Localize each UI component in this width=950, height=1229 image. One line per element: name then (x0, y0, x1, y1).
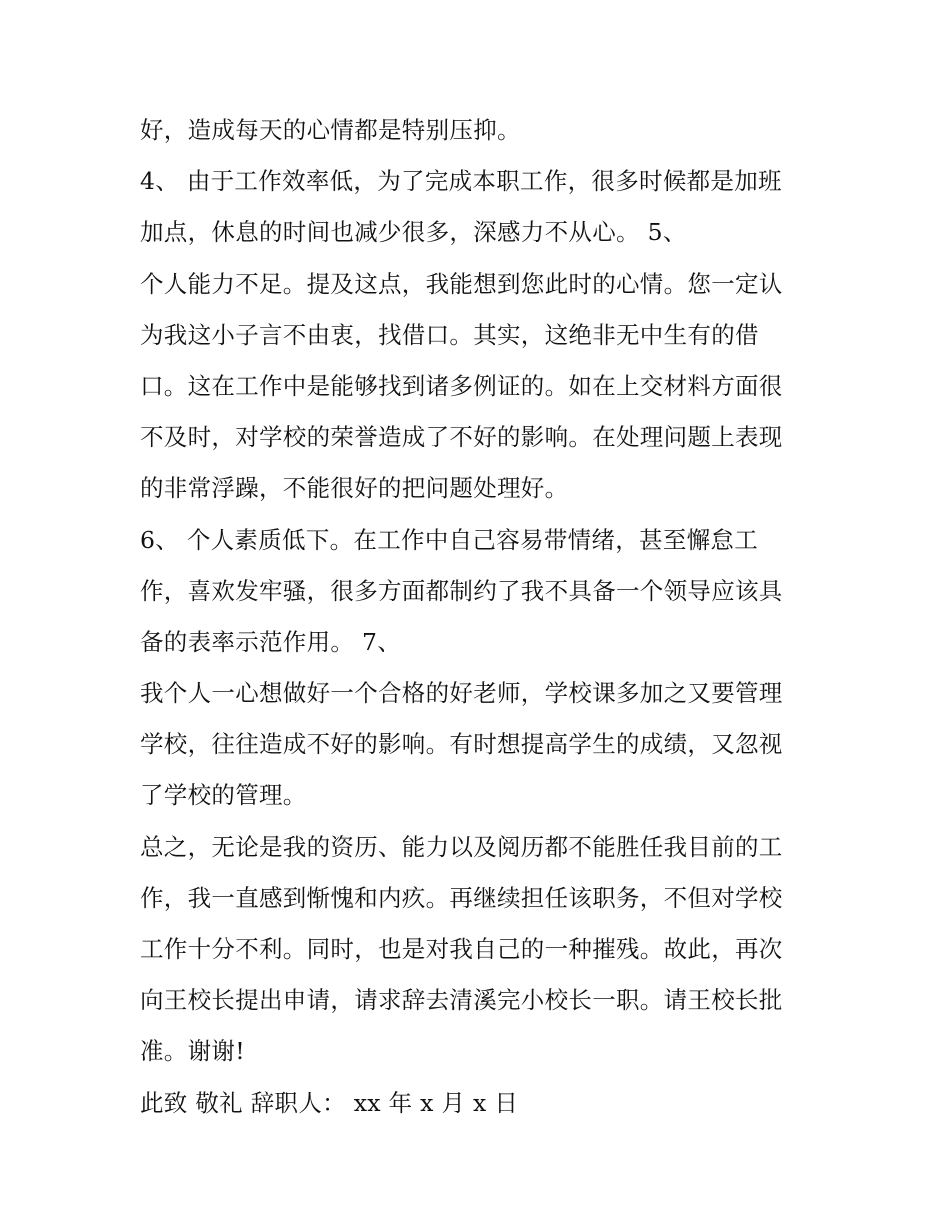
document-body (140, 105, 830, 1129)
text-line-18: 向王校长提出申请，请求辞去清溪完小校长一职。请王校长批 (140, 986, 783, 1015)
text-line-7: 不及时，对学校的荣誉造成了不好的影响。在处理问题上表现 (140, 423, 783, 452)
text-line-11: 备的表率示范作用。 7、 (140, 627, 402, 656)
signature-line: 此致 敬礼 辞职人： xx 年 x 月 x 日 (140, 1088, 519, 1117)
text-line-17: 工作十分不利。同时，也是对我自己的一种摧残。故此，再次 (140, 935, 783, 963)
text-line-10: 作，喜欢发牢骚，很多方面都制约了我不具备一个领导应该具 (140, 576, 783, 605)
text-line-9: 6、 个人素质低下。在工作中自己容易带情绪，甚至懈怠工 (140, 525, 759, 554)
text-line-8: 的非常浮躁，不能很好的把问题处理好。 (140, 474, 569, 503)
text-line-1: 好，造成每天的心情都是特别压抑。 (140, 116, 521, 144)
text-line-13: 学校，往往造成不好的影响。有时想提高学生的成绩，又忽视 (140, 730, 783, 759)
text-line-5: 为我这小子言不由衷，找借口。其实，这绝非无中生有的借 (140, 320, 759, 349)
text-line-16: 作，我一直感到惭愧和内疚。再继续担任该职务，不但对学校 (140, 883, 783, 912)
text-line-4: 个人能力不足。提及这点，我能想到您此时的心情。您一定认 (140, 269, 783, 298)
text-line-3: 加点，休息的时间也减少很多，深感力不从心。 5、 (140, 218, 687, 247)
text-line-15: 总之，无论是我的资历、能力以及阅历都不能胜任我目前的工 (140, 832, 783, 861)
text-line-6: 口。这在工作中是能够找到诸多例证的。如在上交材料方面很 (140, 371, 783, 400)
text-line-14: 了学校的管理。 (140, 781, 307, 810)
text-line-12: 我个人一心想做好一个合格的好老师，学校课多加之又要管理 (140, 679, 783, 708)
text-line-19: 准。谢谢! (140, 1037, 245, 1066)
text-line-2: 4、 由于工作效率低，为了完成本职工作，很多时候都是加班 (140, 167, 782, 196)
